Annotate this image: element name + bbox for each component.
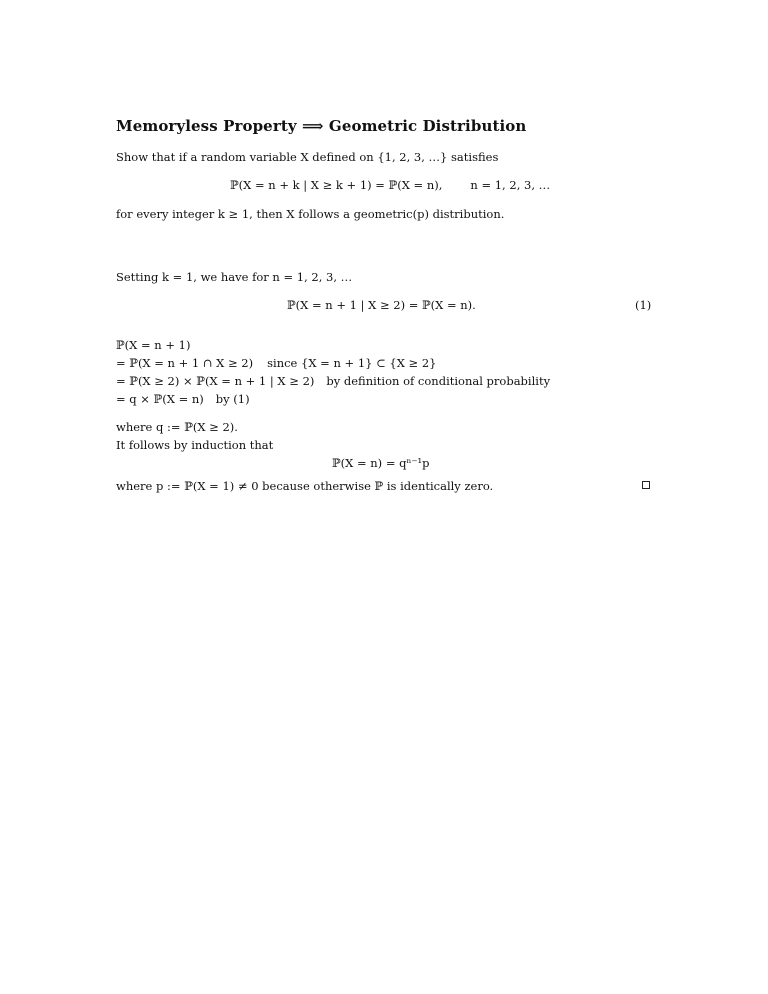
problem-conclusion: for every integer k ≥ 1, then X follows a geometric(p) distribution. xyxy=(116,207,505,221)
equation-1-tag: (1) xyxy=(635,298,652,312)
section-title: Memoryless Property ⟹ Geometric Distribution xyxy=(116,117,527,135)
derivation-expr: = ℙ(X = n + 1 ∩ X ≥ 2) xyxy=(116,356,254,370)
induction-text: It follows by induction that xyxy=(116,438,274,452)
derivation-reason: by (1) xyxy=(215,392,250,406)
memoryless-equation xyxy=(230,180,550,192)
derivation-reason: by definition of conditional probability xyxy=(326,374,551,388)
problem-intro: Show that if a random variable X defined on {1, 2, 3, …} satisfies xyxy=(116,150,499,164)
derivation-expr: ℙ(X = n + 1) xyxy=(116,338,191,352)
qed-square-icon xyxy=(642,481,650,489)
derivation-line-3 xyxy=(116,394,250,406)
derivation-expr: = q × ℙ(X = n) xyxy=(116,392,204,406)
geometric-result: ℙ(X = n) = qⁿ⁻¹p xyxy=(332,456,430,470)
where-p: where p := ℙ(X = 1) ≠ 0 because otherwise ℙ is identically zero. xyxy=(116,479,494,493)
equation-1: ℙ(X = n + 1 | X ≥ 2) = ℙ(X = n). xyxy=(287,298,476,312)
derivation-reason: since {X = n + 1} ⊂ {X ≥ 2} xyxy=(267,356,437,370)
derivation-line-2 xyxy=(116,376,550,388)
derivation-expr: = ℙ(X ≥ 2) × ℙ(X = n + 1 | X ≥ 2) xyxy=(116,374,315,388)
derivation-line-0 xyxy=(116,340,190,352)
where-q: where q := ℙ(X ≥ 2). xyxy=(116,420,238,434)
derivation-line-1 xyxy=(116,358,436,370)
proof-setting: Setting k = 1, we have for n = 1, 2, 3, … xyxy=(116,270,353,284)
memoryless-equation-range: n = 1, 2, 3, … xyxy=(470,178,551,192)
memoryless-equation-expr: ℙ(X = n + k | X ≥ k + 1) = ℙ(X = n), xyxy=(230,178,443,192)
